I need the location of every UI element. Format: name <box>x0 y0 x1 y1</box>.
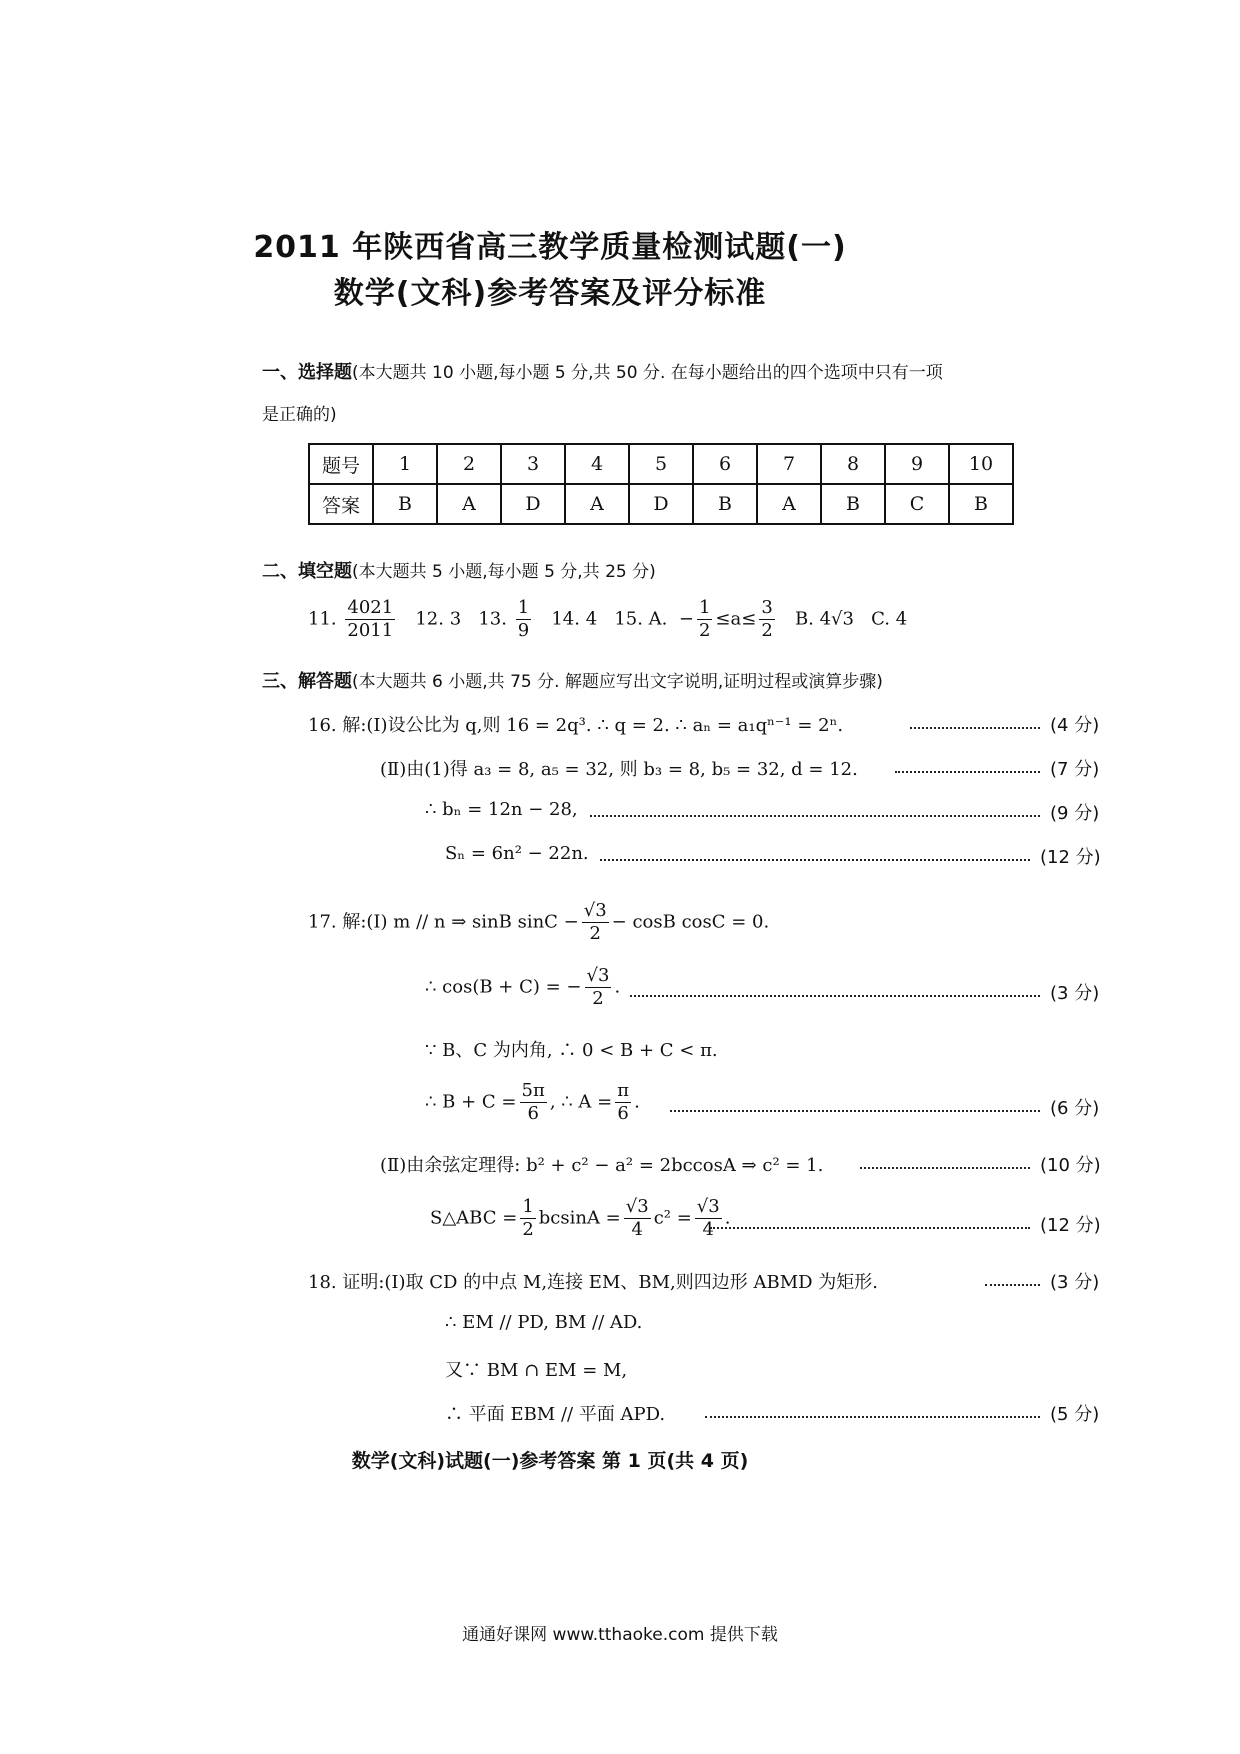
leader-dots <box>670 1110 1040 1112</box>
table-cell: C <box>885 484 949 524</box>
table-header-number: 题号 <box>309 444 373 484</box>
q13-numerator: 1 <box>517 597 530 618</box>
section-choice-title: 一、选择题 <box>262 362 352 383</box>
q17-l6-pre: S△ABC = <box>430 1207 518 1229</box>
q17-l4-mid: , ∴ A = <box>549 1091 613 1113</box>
q17-l6-mid2: c² = <box>653 1207 692 1229</box>
table-cell: B <box>693 484 757 524</box>
q17-l6-fraction-3 <box>695 1196 722 1241</box>
table-cell: 6 <box>693 444 757 484</box>
section-solve-note: (本大题共 6 小题,共 75 分. 解题应写出文字说明,证明过程或演算步骤) <box>352 672 883 692</box>
q18-line-2: ∴ EM // PD, BM // AD. <box>445 1312 643 1333</box>
table-row <box>309 484 1013 524</box>
q17-l4-den1: 6 <box>527 1103 539 1124</box>
q13-denominator: 9 <box>517 620 530 641</box>
q18-line-4: ∴ 平面 EBM // 平面 APD. <box>445 1404 666 1425</box>
q11-denominator: 2011 <box>347 620 394 641</box>
leader-dots <box>710 1227 1030 1229</box>
leader-dots <box>895 771 1040 773</box>
q17-l6-post: . <box>724 1207 731 1229</box>
section-solve-title: 三、解答题 <box>262 671 352 692</box>
table-cell: D <box>501 484 565 524</box>
q17-l4-den2: 6 <box>617 1103 629 1124</box>
q13-label: 13. <box>478 608 507 630</box>
q17-l6-den3: 4 <box>702 1219 714 1240</box>
q17-line-2 <box>425 965 620 1010</box>
q17-l1-post: − cosB cosC = 0. <box>611 911 770 933</box>
q15-a-fraction-2 <box>759 597 774 642</box>
download-source-footer: 通通好课网 www.tthaoke.com 提供下载 <box>462 1625 778 1645</box>
section-fill-note: (本大题共 5 小题,每小题 5 分,共 25 分) <box>352 562 656 582</box>
q11-fraction <box>345 597 395 642</box>
q17-line-6 <box>430 1196 730 1241</box>
q16-score-2: (7 分) <box>1050 759 1100 780</box>
q17-l1-num: √3 <box>583 900 607 921</box>
q17-l2-fraction <box>585 965 612 1010</box>
page-footer: 数学(文科)试题(一)参考答案 第 1 页(共 4 页) <box>351 1450 749 1472</box>
q15-c-answer: C. 4 <box>871 608 908 630</box>
q17-l4-post: . <box>634 1091 640 1113</box>
table-cell: 2 <box>437 444 501 484</box>
document-subtitle: 数学(文科)参考答案及评分标准 <box>333 276 767 311</box>
leader-dots <box>630 995 1040 997</box>
document-title: 2011 年陕西省高三教学质量检测试题(一) <box>253 230 847 265</box>
section-choice-heading <box>262 358 943 384</box>
q17-score-6: (12 分) <box>1040 1215 1101 1236</box>
q17-l4-num1: 5π <box>521 1080 545 1101</box>
q15-label: 15. A. <box>614 608 668 630</box>
q14-answer: 14. 4 <box>551 608 598 630</box>
q16-line-4: Sₙ = 6n² − 22n. <box>445 843 589 864</box>
q17-line-3: ∵ B、C 为内角, ∴ 0 < B + C < π. <box>425 1040 718 1061</box>
q17-l6-fraction-2 <box>624 1196 651 1241</box>
q15-a-den1: 2 <box>698 620 711 641</box>
q17-score-4: (6 分) <box>1050 1098 1100 1119</box>
q17-l6-num2: √3 <box>625 1196 649 1217</box>
section-fill-title: 二、填空题 <box>262 561 352 582</box>
q16-score-3: (9 分) <box>1050 803 1100 824</box>
q17-line-1 <box>308 900 769 945</box>
q17-l1-fraction <box>582 900 609 945</box>
table-cell: B <box>949 484 1013 524</box>
q12-answer: 12. 3 <box>415 608 462 630</box>
q16-line-2: (Ⅱ)由(1)得 a₃ = 8, a₅ = 32, 则 b₃ = 8, b₅ = 32, d = 12. <box>380 759 858 780</box>
q17-l6-den1: 2 <box>522 1219 534 1240</box>
q15-a-num1: 1 <box>698 597 711 618</box>
q17-l6-mid1: bcsinA = <box>538 1207 621 1229</box>
q17-l2-den: 2 <box>592 988 604 1009</box>
table-cell: B <box>821 484 885 524</box>
leader-dots <box>705 1416 1040 1418</box>
q15-a-middle: ≤a≤ <box>715 608 757 630</box>
q17-l1-den: 2 <box>589 923 601 944</box>
q18-score-4: (5 分) <box>1050 1404 1100 1425</box>
q18-line-3: 又∵ BM ∩ EM = M, <box>445 1360 628 1381</box>
table-cell: 4 <box>565 444 629 484</box>
q18-line-1: 18. 证明:(Ⅰ)取 CD 的中点 M,连接 EM、BM,则四边形 ABMD 为矩形. <box>308 1272 879 1293</box>
q16-line-3: ∴ bₙ = 12n − 28, <box>425 799 578 820</box>
q17-l2-pre: ∴ cos(B + C) = − <box>425 976 582 998</box>
q11-numerator: 4021 <box>347 597 394 618</box>
fill-answers-line <box>308 597 907 642</box>
table-cell: 9 <box>885 444 949 484</box>
choice-answer-table <box>308 443 1014 525</box>
q17-l1-pre: 17. 解:(Ⅰ) m // n ⇒ sinB sinC − <box>308 911 579 933</box>
table-row <box>309 444 1013 484</box>
q17-l4-pre: ∴ B + C = <box>425 1091 517 1113</box>
q17-l2-num: √3 <box>586 965 610 986</box>
q17-l6-num3: √3 <box>696 1196 720 1217</box>
q18-score-1: (3 分) <box>1050 1272 1100 1293</box>
q17-score-2: (3 分) <box>1050 983 1100 1004</box>
q11-label: 11. <box>308 608 337 630</box>
q15-a-fraction-1 <box>697 597 712 642</box>
q17-l6-den2: 4 <box>631 1219 643 1240</box>
leader-dots <box>910 727 1040 729</box>
section-choice-note: (本大题共 10 小题,每小题 5 分,共 50 分. 在每小题给出的四个选项中只有一项 <box>352 363 943 383</box>
q16-score-4: (12 分) <box>1040 847 1101 868</box>
table-header-answer: 答案 <box>309 484 373 524</box>
section-solve-heading <box>262 667 883 693</box>
q15-a-den2: 2 <box>761 620 773 641</box>
table-cell: B <box>373 484 437 524</box>
section-choice-note-2: 是正确的) <box>262 405 337 425</box>
table-cell: A <box>757 484 821 524</box>
q17-l4-fraction-1 <box>520 1080 547 1125</box>
table-cell: 8 <box>821 444 885 484</box>
leader-dots <box>985 1284 1040 1286</box>
table-cell: D <box>629 484 693 524</box>
table-cell: 7 <box>757 444 821 484</box>
q16-line-1: 16. 解:(Ⅰ)设公比为 q,则 16 = 2q³. ∴ q = 2. ∴ aₙ = a₁qⁿ⁻¹ = 2ⁿ. <box>308 715 844 736</box>
table-cell: 10 <box>949 444 1013 484</box>
table-cell: A <box>565 484 629 524</box>
q15-a-minus: − <box>678 608 694 630</box>
q13-fraction <box>516 597 531 642</box>
q15-a-num2: 3 <box>761 597 773 618</box>
table-cell: 1 <box>373 444 437 484</box>
q17-l2-post: . <box>614 976 621 998</box>
q17-line-5: (Ⅱ)由余弦定理得: b² + c² − a² = 2bccosA ⇒ c² = 1. <box>380 1155 824 1176</box>
q15-b-answer: B. 4√3 <box>794 608 854 630</box>
q17-l6-fraction-1 <box>520 1196 535 1241</box>
table-cell: 3 <box>501 444 565 484</box>
q16-score-1: (4 分) <box>1050 715 1100 736</box>
leader-dots <box>860 1167 1030 1169</box>
q17-score-5: (10 分) <box>1040 1155 1101 1176</box>
section-fill-heading <box>262 557 656 583</box>
table-cell: A <box>437 484 501 524</box>
q17-l4-num2: π <box>617 1080 630 1101</box>
leader-dots <box>590 815 1040 817</box>
q17-line-4 <box>425 1080 640 1125</box>
section-choice-note-cont <box>262 400 337 425</box>
q17-l6-num1: 1 <box>522 1196 534 1217</box>
q17-l4-fraction-2 <box>615 1080 631 1125</box>
leader-dots <box>600 859 1030 861</box>
table-cell: 5 <box>629 444 693 484</box>
